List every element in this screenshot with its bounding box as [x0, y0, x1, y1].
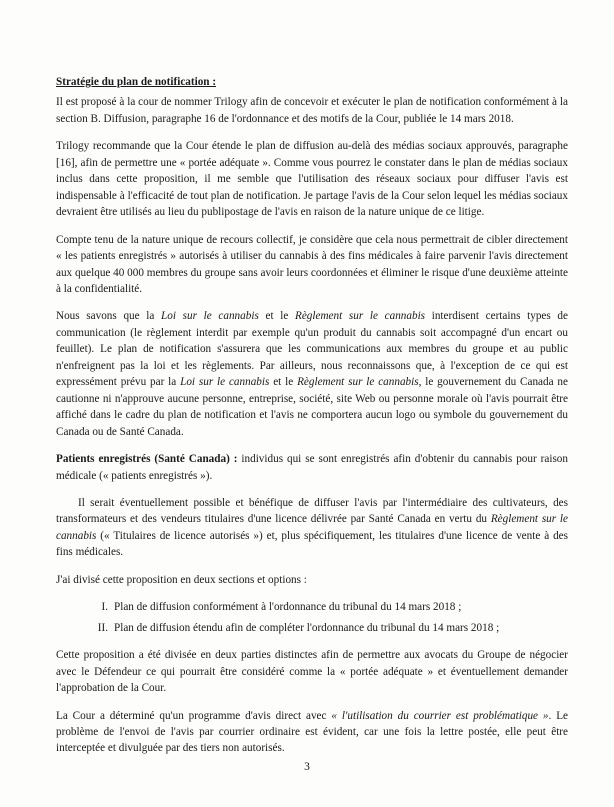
text-run: , le gouvernement du Canada ne cautionne ni n'approuve aucune personne, entreprise, société, site Web ou personne morale où l'avis pourrait être affiché dans le cadre du plan de notification et l'avis ne comportera aucun logo ou symbole du gouvernement du Canada ou de Santé Canada.	[56, 376, 568, 438]
text-run: « l'utilisation du courrier est problématique »	[331, 709, 549, 722]
option-label: Plan de diffusion étendu afin de compléter l'ordonnance du tribunal du 14 mars 2018 ;	[114, 621, 500, 634]
text-run: Il serait éventuellement possible et bénéfique de diffuser l'avis par l'intermédiaire des cultivateurs, des transformateurs et des vendeurs titulaires d'une licence délivrée par Santé Canada en vertu du	[56, 496, 568, 526]
text-run: et le	[269, 376, 298, 389]
text-run: Nous savons que la	[56, 310, 162, 323]
paragraph-group-bottom	[56, 647, 568, 757]
paragraph	[56, 495, 568, 561]
text-run: Patients enregistrés (Santé Canada) :	[56, 453, 238, 466]
paragraph-group-top	[56, 94, 568, 588]
text-run: individus qui se sont enregistrés afin d'obtenir du cannabis pour raison médicale (« patients enregistrés »).	[56, 453, 568, 482]
text-run: Règlement sur le cannabis	[56, 513, 569, 542]
page-number: 3	[304, 761, 310, 773]
paragraph	[56, 232, 568, 298]
paragraph	[56, 572, 568, 588]
text-run: Il est proposé à la cour de nommer Trilogy afin de concevoir et exécuter le plan de notification conformément à la section B. Diffusion, paragraphe 16 de l'ordonnance et des motifs de la Cour, publiée le 14 mars 2018.	[56, 96, 568, 125]
text-run: (« Titulaires de licence autorisés ») et, plus spécifiquement, les titulaires d'une licence de vente à des fins médicales.	[56, 529, 568, 559]
text-run: . Le problème de l'envoi de l'avis par courrier ordinaire est évident, car une fois la lettre postée, elle peut être interceptée et divulguée par des tiers non autorisés.	[56, 709, 568, 755]
text-run: interdisent certains types de communication (le règlement interdit par exemple qu'un produit du cannabis soit accompagné d'un encart ou feuillet). Le plan de notification s'assurera que les communications aux membres du groupe et au public n'enfreignent pas la loi et les règlements. Par ailleurs, nous reconnaissons que, à l'exception de ce qui est expressément prévu par la	[56, 310, 568, 389]
text-run: Règlement sur le cannabis	[297, 376, 419, 389]
text-run: Cette proposition a été divisée en deux parties distinctes afin de permettre aux avocats du Groupe de négocier avec le Défendeur ce qui pourrait être considéré comme la « portée adéquate » et éventuellement demander l'approbation de la Cour.	[56, 649, 568, 695]
section-heading: Stratégie du plan de notification :	[56, 76, 217, 88]
text-run: Règlement sur le cannabis	[295, 310, 426, 323]
option-number: II.	[97, 621, 108, 634]
text-run: La Cour a déterminé qu'un programme d'avis direct avec	[56, 709, 332, 722]
option-number: I.	[101, 601, 108, 614]
paragraph	[56, 308, 568, 440]
option-item	[101, 599, 568, 615]
text-run: Trilogy recommande que la Cour étende le plan de diffusion au-delà des médias sociaux approuvés, paragraphe [16], afin de permettre une « portée adéquate ». Comme vous pourrez le constater dans le plan de médias sociaux inclus dans cette proposition, il me semble que l'utilisation des réseaux sociaux pour diffuser l'avis est indispensable à l'efficacité de tout plan de notification. Je partage l'avis de la Cour selon lequel les médias sociaux devraient être utilisés au lieu du publipostage de l'avis en raison de la nature unique de ce litige.	[56, 140, 568, 219]
text-run: Compte tenu de la nature unique de recours collectif, je considère que cela nous permettrait de cibler directement « les patients enregistrés » autorisés à utiliser du cannabis à des fins médicales à faire parvenir l'avis directement aux quelque 40 000 membres du groupe sans avoir leurs coordonnées et éliminer le risque d'une deuxième atteinte à la confidentialité.	[56, 233, 568, 295]
text-run: J'ai divisé cette proposition en deux sections et options :	[56, 573, 307, 586]
options-list	[56, 599, 568, 636]
paragraph	[56, 94, 568, 127]
paragraph	[56, 708, 568, 757]
text-run: Loi sur le cannabis	[161, 310, 259, 323]
option-item	[97, 620, 568, 636]
paragraph	[56, 647, 568, 696]
paragraph	[56, 138, 568, 220]
document-body	[56, 74, 568, 757]
text-run: et le	[258, 310, 295, 323]
option-label: Plan de diffusion conformément à l'ordonnance du tribunal du 14 mars 2018 ;	[114, 601, 462, 614]
paragraph	[56, 451, 568, 484]
text-run: Loi sur le cannabis	[180, 376, 270, 389]
